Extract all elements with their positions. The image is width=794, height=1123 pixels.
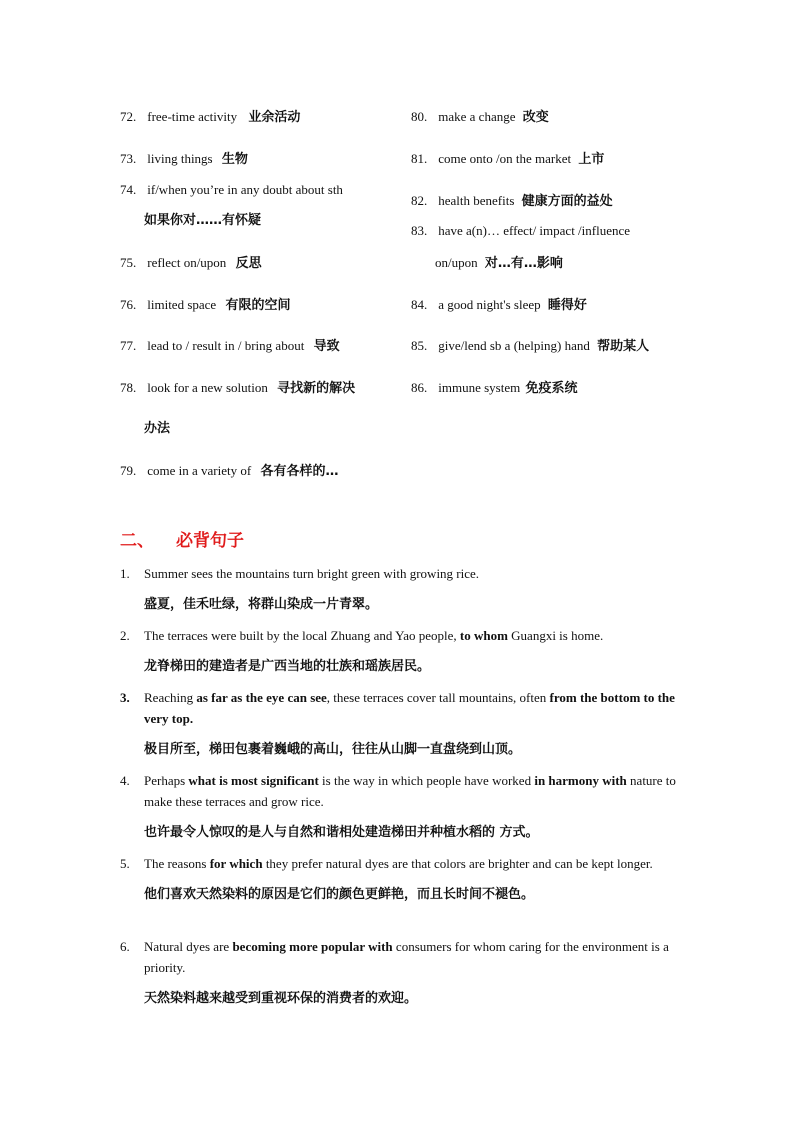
sentence-6: 6. Natural dyes are becoming more popular with consumers for whom caring for the environment is a priority. 天然染料越来越受到重视环保的消费者的欢迎。 [120, 936, 680, 1009]
phrase-en: a good night's sleep [438, 297, 541, 312]
sentence-en: Natural dyes are becoming more popular with consumers for whom caring for the environment is a priority. [144, 939, 669, 975]
phrase-en-continued: on/upon [435, 255, 478, 270]
phrase-83: 83. have a(n)… effect/ impact /influence [411, 223, 631, 238]
sentence-en: Summer sees the mountains turn bright green with growing rice. [144, 566, 480, 581]
phrase-74: 74. if/when you’re in any doubt about sth [120, 182, 343, 197]
phrase-en: come in a variety of [147, 463, 252, 478]
phrase-79: 79. come in a variety of 各有各样的… [120, 463, 339, 479]
sentence-en: Reaching as far as the eye can see, these terraces cover tall mountains, often from the bottom to the very top. [144, 690, 675, 726]
phrase-zh: 健康方面的益处 [521, 194, 613, 209]
phrase-en: lead to / result in / bring about [147, 338, 305, 353]
phrase-zh-continued: 办法 [144, 421, 171, 436]
sentence-en: The reasons for which they prefer natural dyes are that colors are brighter and can be kept longer. [144, 856, 653, 871]
phrase-83-continued [435, 255, 563, 272]
phrase-78: 78. look for a new solution 寻找新的解决 [120, 380, 356, 396]
phrase-en: health benefits [438, 193, 515, 208]
phrase-en: have a(n)… effect/ impact /influence [438, 223, 631, 238]
phrase-en: make a change [438, 109, 516, 124]
sentence-en: The terraces were built by the local Zhuang and Yao people, to whom Guangxi is home. [144, 628, 604, 643]
sentence-zh: 天然染料越来越受到重视环保的消费者的欢迎。 [144, 991, 418, 1006]
phrase-zh: 免疫系统 [525, 381, 578, 396]
phrase-en: free-time activity [147, 109, 238, 124]
section-number: 二、 [120, 531, 154, 551]
phrase-zh: 生物 [221, 152, 248, 167]
phrase-zh: 寻找新的解决 [277, 381, 356, 396]
phrase-zh: 导致 [313, 339, 340, 354]
phrase-en: reflect on/upon [147, 255, 227, 270]
phrase-85: 85. give/lend sb a (helping) hand 帮助某人 [411, 338, 650, 354]
phrase-zh: 各有各样的… [260, 464, 339, 479]
sentence-zh: 极目所至，梯田包裹着巍峨的高山，往往从山脚一直盘绕到山顶。 [144, 742, 522, 757]
sentence-zh: 也许最令人惊叹的是人与自然和谐相处建造梯田并种植水稻的 方式。 [144, 825, 539, 840]
sentence-1: 1. Summer sees the mountains turn bright green with growing rice. 盛夏，佳禾吐绿，将群山染成一片青翠。 [120, 563, 680, 615]
phrase-84: 84. a good night's sleep 睡得好 [411, 297, 587, 313]
phrase-zh: 帮助某人 [597, 339, 650, 354]
phrase-77: 77. lead to / result in / bring about 导致 [120, 338, 340, 354]
sentence-3: 3. Reaching as far as the eye can see, these terraces cover tall mountains, often from the bottom to the very top. 极目所至，梯田包裹着巍峨的高山，往往从山脚一直盘绕到山顶。 [120, 687, 680, 760]
section-title: 必背句子 [176, 531, 244, 551]
sentence-4: 4. Perhaps what is most significant is the way in which people have worked in harmony with nature to make these terraces and grow rice. 也许最令人惊叹的是人与自然和谐相处建造梯田并种植水稻的 方式。 [120, 770, 680, 843]
section-heading [120, 531, 244, 551]
phrase-en: immune system [438, 380, 521, 395]
phrase-76: 76. limited space 有限的空间 [120, 297, 291, 313]
sentence-2: 2. The terraces were built by the local Zhuang and Yao people, to whom Guangxi is home. 龙脊梯田的建造者是广西当地的壮族和瑶族居民。 [120, 625, 680, 677]
phrase-75: 75. reflect on/upon 反思 [120, 255, 262, 271]
phrase-zh: 改变 [522, 110, 549, 125]
phrase-en: come onto /on the market [438, 151, 572, 166]
sentence-zh: 龙脊梯田的建造者是广西当地的壮族和瑶族居民。 [144, 659, 431, 674]
sentence-zh: 盛夏，佳禾吐绿，将群山染成一片青翠。 [144, 597, 379, 612]
sentence-en: Perhaps what is most significant is the way in which people have worked in harmony with nature to make these terraces and grow rice. [144, 773, 676, 809]
phrase-73: 73. living things 生物 [120, 151, 248, 167]
phrase-en: look for a new solution [147, 380, 268, 395]
phrase-72: 72. free-time activity 业余活动 [120, 109, 301, 125]
phrase-en: if/when you’re in any doubt about sth [147, 182, 343, 197]
phrase-zh: 上市 [578, 152, 605, 167]
sentence-zh: 他们喜欢天然染料的原因是它们的颜色更鲜艳，而且长时间不褪色。 [144, 887, 535, 902]
phrase-zh: 业余活动 [248, 110, 301, 125]
phrase-zh: 对…有…影响 [484, 256, 563, 271]
phrase-zh: 如果你对……有怀疑 [144, 213, 262, 228]
phrase-zh: 有限的空间 [225, 298, 291, 313]
phrase-zh: 反思 [235, 256, 262, 271]
phrase-zh: 睡得好 [547, 298, 587, 313]
phrase-en: living things [147, 151, 213, 166]
phrase-80: 80. make a change 改变 [411, 109, 549, 125]
phrase-82: 82. health benefits 健康方面的益处 [411, 193, 613, 209]
phrase-en: give/lend sb a (helping) hand [438, 338, 590, 353]
phrase-en: limited space [147, 297, 217, 312]
sentence-5: 5. The reasons for which they prefer natural dyes are that colors are brighter and can be kept longer. 他们喜欢天然染料的原因是它们的颜色更鲜艳，而且长时间不褪色。 [120, 853, 680, 905]
phrase-81: 81. come onto /on the market 上市 [411, 151, 605, 167]
phrase-86: 86. immune system 免疫系统 [411, 380, 578, 396]
